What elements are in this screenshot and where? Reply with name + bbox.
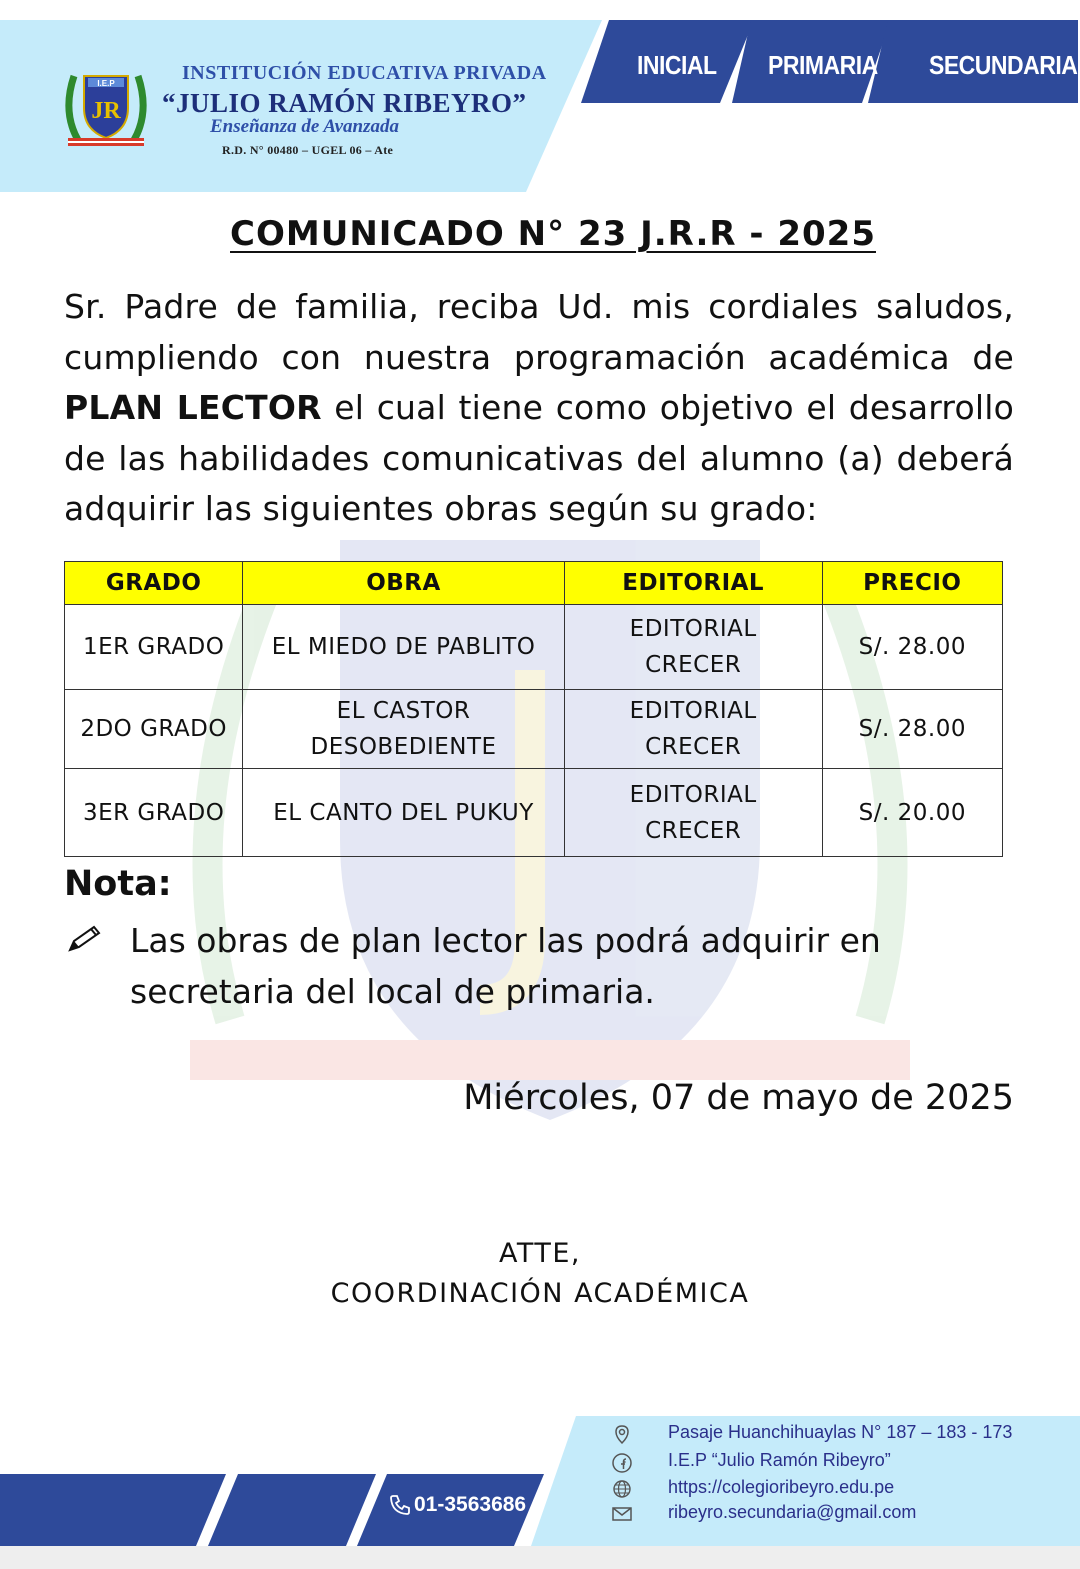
institution-type: INSTITUCIÓN EDUCATIVA PRIVADA [182,62,547,84]
mail-icon [611,1503,633,1525]
signature-closing: ATTE, [498,1238,582,1269]
header-editorial: EDITORIAL [564,562,822,605]
body-text-end: el cual tiene como objetivo el desarrollo de las habilidades comunicativas del alumno (a) deberá adquirir las siguientes obras según su grado: [64,388,1014,528]
facebook-icon[interactable] [611,1452,633,1474]
cell-precio: S/. 28.00 [822,605,1002,690]
institution-name: “JULIO RAMÓN RIBEYRO” [162,88,527,118]
table-row [65,769,1003,857]
tab-primaria[interactable]: PRIMARIA [768,50,878,80]
reading-plan-table [64,561,1003,857]
institution-resolution: R.D. N° 00480 – UGEL 06 – Ate [222,143,394,157]
body-text-bold: PLAN LECTOR [64,388,322,427]
header-precio: PRECIO [822,562,1002,605]
tab-secundaria[interactable]: SECUNDARIA [929,50,1078,80]
institution-motto: Enseñanza de Avanzada [210,116,399,137]
globe-icon [611,1478,633,1500]
cell-obra: EL MIEDO DE PABLITO [243,605,564,690]
signature-department: COORDINACIÓN ACADÉMICA [330,1278,750,1309]
cell-obra: EL CANTO DEL PUKUY [243,769,564,857]
cell-grado: 1ER GRADO [65,605,243,690]
cell-precio: S/. 28.00 [822,690,1002,769]
note-label: Nota: [64,864,172,904]
pencil-icon [66,924,102,954]
table-header-row [65,562,1003,605]
phone-icon [388,1493,412,1517]
footer-address: Pasaje Huanchihuaylas N° 187 – 183 - 173 [668,1422,1013,1442]
header-grado: GRADO [65,562,243,605]
footer-website[interactable]: https://colegioribeyro.edu.pe [668,1477,895,1497]
cell-grado: 3ER GRADO [65,769,243,857]
footer-facebook[interactable]: I.E.P “Julio Ramón Ribeyro” [668,1450,891,1470]
cell-editorial: EDITORIAL CRECER [564,769,822,857]
cell-precio: S/. 20.00 [822,769,1002,857]
cell-obra: EL CASTOR DESOBEDIENTE [243,690,564,769]
table-row [65,605,1003,690]
document-date: Miércoles, 07 de mayo de 2025 [463,1078,1014,1118]
header-obra: OBRA [243,562,564,605]
location-icon [611,1424,633,1446]
cell-grado: 2DO GRADO [65,690,243,769]
cell-editorial: EDITORIAL CRECER [564,605,822,690]
note-text: Las obras de plan lector las podrá adquirir en secretaria del local de primaria. [130,921,881,1011]
page-bottom-strip [0,1546,1080,1569]
body-paragraph [64,282,1014,535]
tab-inicial[interactable]: INICIAL [637,50,717,80]
logo-monogram: JR [91,98,121,124]
document-title-text: COMUNICADO N° 23 J.R.R - 2025 [230,214,876,254]
logo-badge: I.E.P [97,79,115,88]
document-title [0,214,1080,254]
body-text-start: Sr. Padre de familia, reciba Ud. mis cordiales saludos, cumpliendo con nuestra programación académica de [64,287,1014,377]
school-logo [60,62,152,152]
footer-phone: 01-3563686 [414,1493,527,1516]
cell-editorial: EDITORIAL CRECER [564,690,822,769]
table-row [65,690,1003,769]
footer-email[interactable]: ribeyro.secundaria@gmail.com [668,1502,917,1522]
